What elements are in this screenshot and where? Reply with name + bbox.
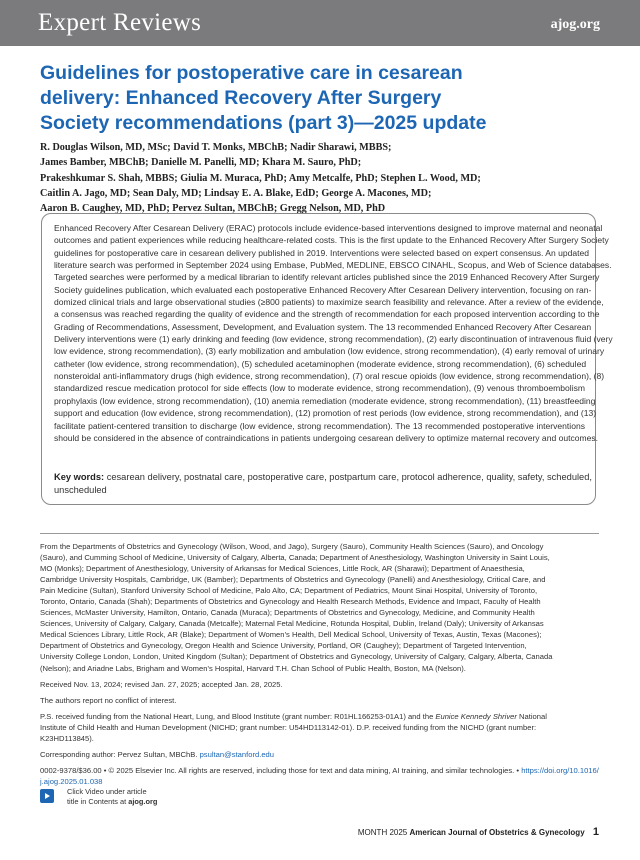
article-title [40, 61, 580, 136]
abstract-line: standardized rescue medication protocol for side effects (low to moderate evidence, strong recommendation), (9) venous thromboembolism [54, 383, 585, 394]
abstract-line: guidelines for postoperative care in cesarean delivery published in 2019. Interventions were selected based on expert consensus. An updated [54, 247, 589, 258]
email-link[interactable]: psultan@stanford.edu [199, 749, 274, 759]
abstract-line: nonsteroidal anti-inflammatory drugs (high evidence, strong recommendation), (7) oral rescue opioids (low evidence, strong recommendation), (8) [54, 371, 605, 382]
affiliation-line: Sciences, McMaster University, Hamilton, Ontario, Canada (Muraca); Departments of Obstetrics and Gynecology, Medicine, and Community Health [40, 608, 535, 618]
abstract-line: low evidence, strong recommendation), (3) early mobilization and ambulation (low evidence, strong recommendation), (4) early removal of urinary [54, 346, 605, 357]
keywords-label: Key words: [54, 472, 105, 482]
corresponding-author: Corresponding author: Pervez Sultan, MBChB. psultan@stanford.edu [40, 749, 274, 759]
title-line: delivery: Enhanced Recovery After Surgery [40, 87, 442, 109]
conflict-statement: The authors report no conflict of interest. [40, 695, 177, 705]
funding-line: K23HD113845). [40, 733, 94, 743]
abstract-line: Enhanced Recovery After Cesarean Delivery (ERAC) protocols include evidence-based interventions designed to improve maternal and neonatal [54, 223, 603, 233]
title-line: Society recommendations (part 3)—2025 update [40, 112, 487, 134]
doi-link-cont[interactable]: j.ajog.2025.01.038 [40, 776, 103, 786]
funding-line: Institute of Child Health and Human Development (NICHD; grant number: U54HD113142-01). D.P. received funding from the NICHD (grant number: [40, 722, 537, 732]
section-label: Expert Reviews [38, 9, 202, 36]
page-number: 1 [592, 826, 599, 838]
abstract-line: domized clinical trials and large observational studies (≥800 patients) to maximize search feasibility and relevance. After a review of the evidence, [54, 297, 604, 308]
abstract-line: catheter (low evidence, strong recommendation), (5) scheduled acetaminophen (moderate evidence, strong recommendation), (6) scheduled [54, 358, 587, 369]
divider [40, 533, 599, 534]
abstract-line: Grading of Recommendations, Assessment, Development, and Evaluation system. The 13 recommended Enhanced Recovery After Cesarean [54, 321, 592, 332]
site-link[interactable]: ajog.org [550, 17, 600, 32]
abstract-line: prophylaxis (low evidence, strong recommendation), (10) anemia remediation (moderate evidence, strong recommendation), (11) breastfeeding [54, 395, 596, 406]
abstract-line: Targeted searches were performed by a medical librarian to identify relevant articles published since the 2019 Enhanced Recovery After Surgery [54, 272, 600, 283]
affiliation-line: (Sauro), and Cumming School of Medicine, University of Calgary, Alberta, Canada; Department of Anesthesiology, Washington University in Saint Louis, [40, 553, 550, 563]
author-line: R. Douglas Wilson, MD, MSc; David T. Monks, MBChB; Nadir Sharawi, MBBS; [40, 142, 392, 153]
header-bar [0, 0, 640, 46]
affiliation-line: (Nelson); and Ariadne Labs, Brigham and Women’s Hospital, Harvard T.H. Chan School of Public Health, Boston, MA (Nelson). [40, 663, 466, 673]
affiliation-line: Sciences, University of Calgary, Calgary, Canada (Metcalfe); Maternal Fetal Medicine, Rotunda Hospital, Dublin, Ireland (Daly); University of Arkansas [40, 619, 544, 629]
video-notice[interactable]: Click Video under article title in Contents at ajog.org [40, 787, 200, 807]
abstract-line: should be considered in the absence of contraindications in patients undergoing cesarean delivery to optimize maternal recovery and outcomes. [54, 432, 599, 443]
abstract [54, 222, 613, 444]
author-line: James Bamber, MBChB; Danielle M. Panelli, MD; Khara M. Sauro, PhD; [40, 157, 362, 169]
funding-line: P.S. received funding from the National Heart, Lung, and Blood Institute (grant number: R01HL166253-01A1) and the Eunice Kennedy Shriver National [40, 711, 547, 721]
footer-month: MONTH 2025 [357, 828, 408, 837]
affiliation-line: Toronto, Ontario, Canada (Shah); Departments of Obstetrics and Gynecology and Health Research Methods, Evidence and Impact, Faculty of Health [40, 597, 541, 607]
affiliation-line: From the Departments of Obstetrics and Gynecology (Wilson, Wood, and Jago), Surgery (Sauro), Community Health Sciences (Sauro), and Oncology [40, 542, 544, 551]
abstract-line: Delivery interventions were (1) early drinking and feeding (low evidence, strong recommendation), (2) early discontinuation of intravenous fluid (very [54, 334, 613, 345]
author-list [40, 140, 610, 216]
author-line: Prakeshkumar S. Shah, MBBS; Giulia M. Muraca, PhD; Amy Metcalfe, PhD; Stephen L. Wood, MD; [40, 172, 481, 184]
affiliation-line: Cambridge University Hospitals, Cambridge, UK (Bamber); Departments of Obstetrics and Gynecology (Panelli) and Anesthesiology, Critical Care, and [40, 575, 546, 585]
doi-link[interactable]: https://doi.org/10.1016/ [521, 765, 599, 775]
video-play-icon [40, 789, 54, 803]
title-line: Guidelines for postoperative care in cesarean [40, 62, 463, 84]
abstract-line: a consensus was reached regarding the quality of evidence and the strength of recommendation for each proposed intervention according to the [54, 309, 600, 320]
copyright-line: 0002-9378/$36.00 • © 2025 Elsevier Inc. All rights are reserved, including those for text and data mining, AI training, and similar technologies. • https://doi.org/10.1016/ [40, 765, 599, 775]
abstract-line: outcomes and patient experiences while reducing healthcare-related costs. This is the first update to the Enhanced Recovery After Surgery Society [54, 235, 609, 246]
abstract-line: facilitate patient-centered transition to discharge (low evidence, strong recommendation). The 13 recommended postoperative interventions [54, 420, 585, 431]
video-site: ajog.org [128, 796, 158, 806]
keywords-list-cont: unscheduled [54, 484, 107, 495]
author-line: Aaron B. Caughey, MD, PhD; Pervez Sultan, MBChB; Gregg Nelson, MD, PhD [40, 203, 386, 215]
author-line: Caitlin A. Jago, MD; Sean Daly, MD; Lindsay E. A. Blake, EdD; George A. Macones, MD; [40, 187, 432, 199]
keywords-list: cesarean delivery, postnatal care, postoperative care, postpartum care, protocol adherence, quality, safety, scheduled, [106, 472, 592, 482]
keywords [54, 471, 592, 496]
page-footer [358, 826, 599, 838]
affiliation-line: Medical Sciences Library, Little Rock, AR (Blake); Department of Women’s Health, Dell Medical School, University of Texas, Austin, Texas (Macones); [40, 630, 542, 640]
funding-italic: Eunice Kennedy Shriver [435, 711, 517, 721]
abstract-line: support and education (low evidence, strong recommendation), (12) promotion of rest periods (low evidence, strong recommendation), and (13) [54, 408, 597, 419]
abstract-line: literature search was performed in September 2024 using Embase, PubMed, MEDLINE, EBSCO CINAHL, Scopus, and Web of Science databases. [54, 260, 612, 271]
journal-name: American Journal of Obstetrics & Gynecology [409, 828, 585, 837]
affiliation-line: University College London, London, United Kingdom (Sultan); Department of Obstetrics and Gynecology, University of Calgary, Calgary, Alberta, Canada [40, 652, 553, 662]
abstract-line: Society guidelines publication, which evaluated each postoperative Enhanced Recovery After Cesarean Delivery intervention, focusing on ran- [54, 284, 592, 295]
affiliation-line: Pain Medicine (Sultan), Stanford University School of Medicine, Palo Alto, CA; Department of Pediatrics, Mount Sinai Hospital, University of Toronto, [40, 586, 538, 596]
article-notes [40, 541, 599, 787]
affiliation-line: Department of Obstetrics and Gynecology, Oregon Health and Science University, Portland, OR (Caughey); Department of Targeted Intervention, [40, 641, 527, 651]
video-line: Click Video under article [67, 787, 147, 796]
affiliation-line: MO (Monks); Department of Anesthesiology, University of Arkansas for Medical Sciences, Little Rock, AR (Sharawi); Department of Anaesthesia, [40, 564, 525, 574]
received-dates: Received Nov. 13, 2024; revised Jan. 27, 2025; accepted Jan. 28, 2025. [40, 679, 283, 689]
